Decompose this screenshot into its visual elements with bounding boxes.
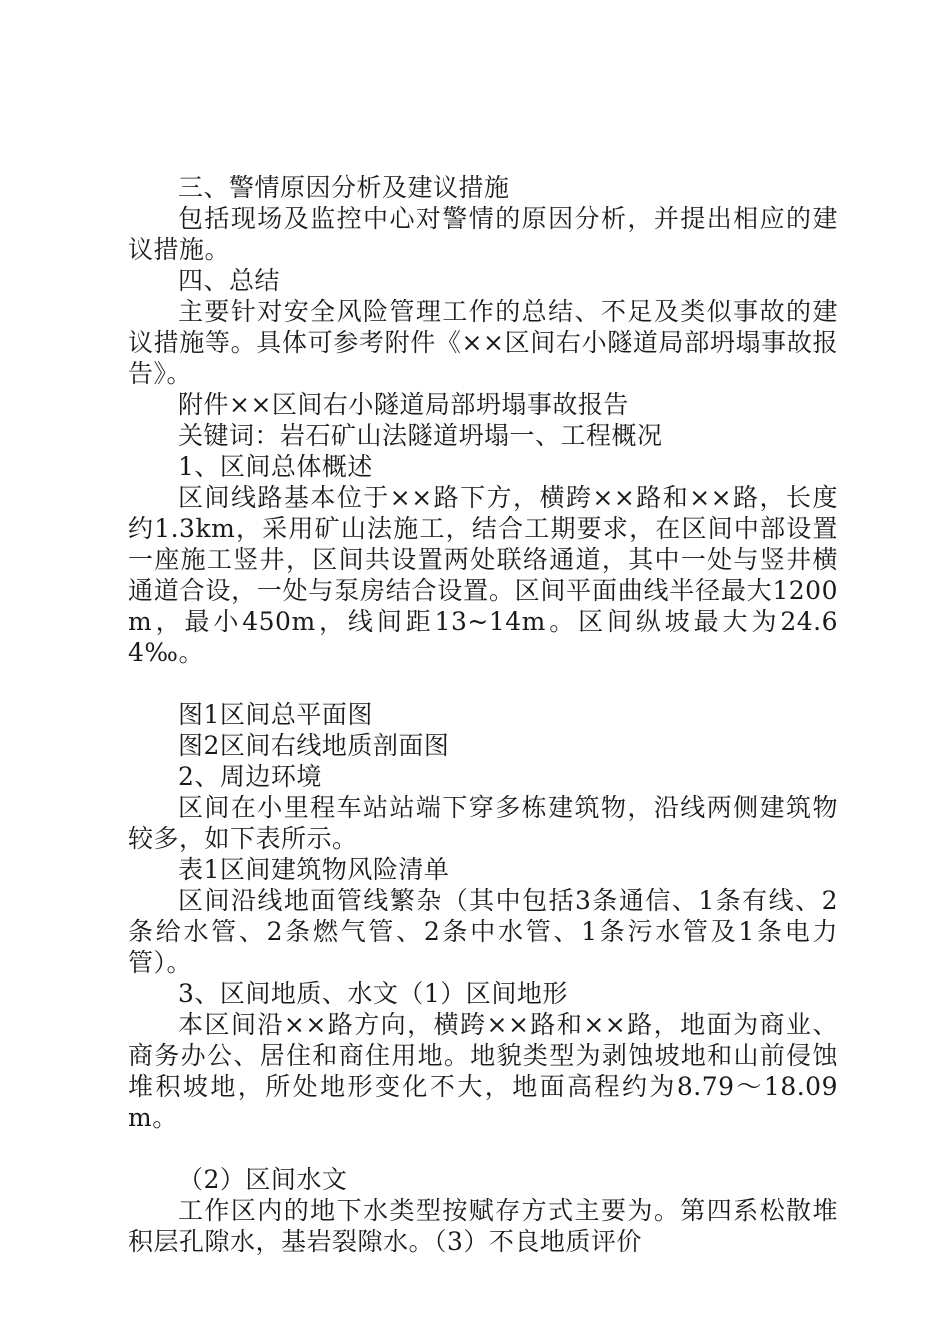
paragraph-terrain: 本区间沿××路方向，横跨××路和××路，地面为商业、商务办公、居住和商住用地。地貌类型为剥蚀坡地和山前侵蚀堆积坡地，所处地形变化不大，地面高程约为8.79～18.09m。 — [128, 1010, 838, 1132]
document-page — [128, 172, 838, 1257]
paragraph-overview: 区间线路基本位于××路下方，横跨××路和××路，长度约1.3km，采用矿山法施工，结合工期要求，在区间中部设置一座施工竖井，区间共设置两处联络通道，其中一处与竖井横通道合设，一处与泵房结合设置。区间平面曲线半径最大1200m，最小450m，线间距13~14m。区间纵坡最大为24.64‰。 — [128, 483, 838, 667]
paragraph-alert-causes: 包括现场及监控中心对警情的原因分析，并提出相应的建议措施。 — [128, 204, 838, 264]
figure-caption-2: 图2区间右线地质剖面图 — [178, 731, 450, 760]
subsection-heading-geology: 3、区间地质、水文（1）区间地形 — [178, 979, 568, 1008]
section-heading-summary: 四、总结 — [178, 266, 281, 295]
keywords-line: 关键词：岩石矿山法隧道坍塌一、工程概况 — [178, 421, 663, 450]
subsection-heading-environment: 2、周边环境 — [178, 762, 322, 791]
paragraph-environment: 区间在小里程车站站端下穿多栋建筑物，沿线两侧建筑物较多，如下表所示。 — [128, 793, 838, 853]
section-heading-alert-causes: 三、警情原因分析及建议措施 — [178, 173, 510, 202]
paragraph-hydrology: 工作区内的地下水类型按赋存方式主要为。第四系松散堆积层孔隙水，基岩裂隙水。（3）不良地质评价 — [128, 1196, 838, 1256]
subsection-heading-overview: 1、区间总体概述 — [178, 452, 373, 481]
paragraph-summary: 主要针对安全风险管理工作的总结、不足及类似事故的建议措施等。具体可参考附件《××区间右小隧道局部坍塌事故报告》。 — [128, 297, 838, 388]
figure-caption-1: 图1区间总平面图 — [178, 700, 373, 729]
attachment-title: 附件××区间右小隧道局部坍塌事故报告 — [178, 390, 629, 419]
paragraph-pipelines: 区间沿线地面管线繁杂（其中包括3条通信、1条有线、2条给水管、2条燃气管、2条中水管、1条污水管及1条电力管）。 — [128, 886, 838, 977]
blank-line — [128, 1133, 838, 1164]
subsection-heading-hydrology: （2）区间水文 — [178, 1165, 348, 1194]
table-caption-1: 表1区间建筑物风险清单 — [178, 855, 450, 884]
blank-line — [128, 668, 838, 699]
